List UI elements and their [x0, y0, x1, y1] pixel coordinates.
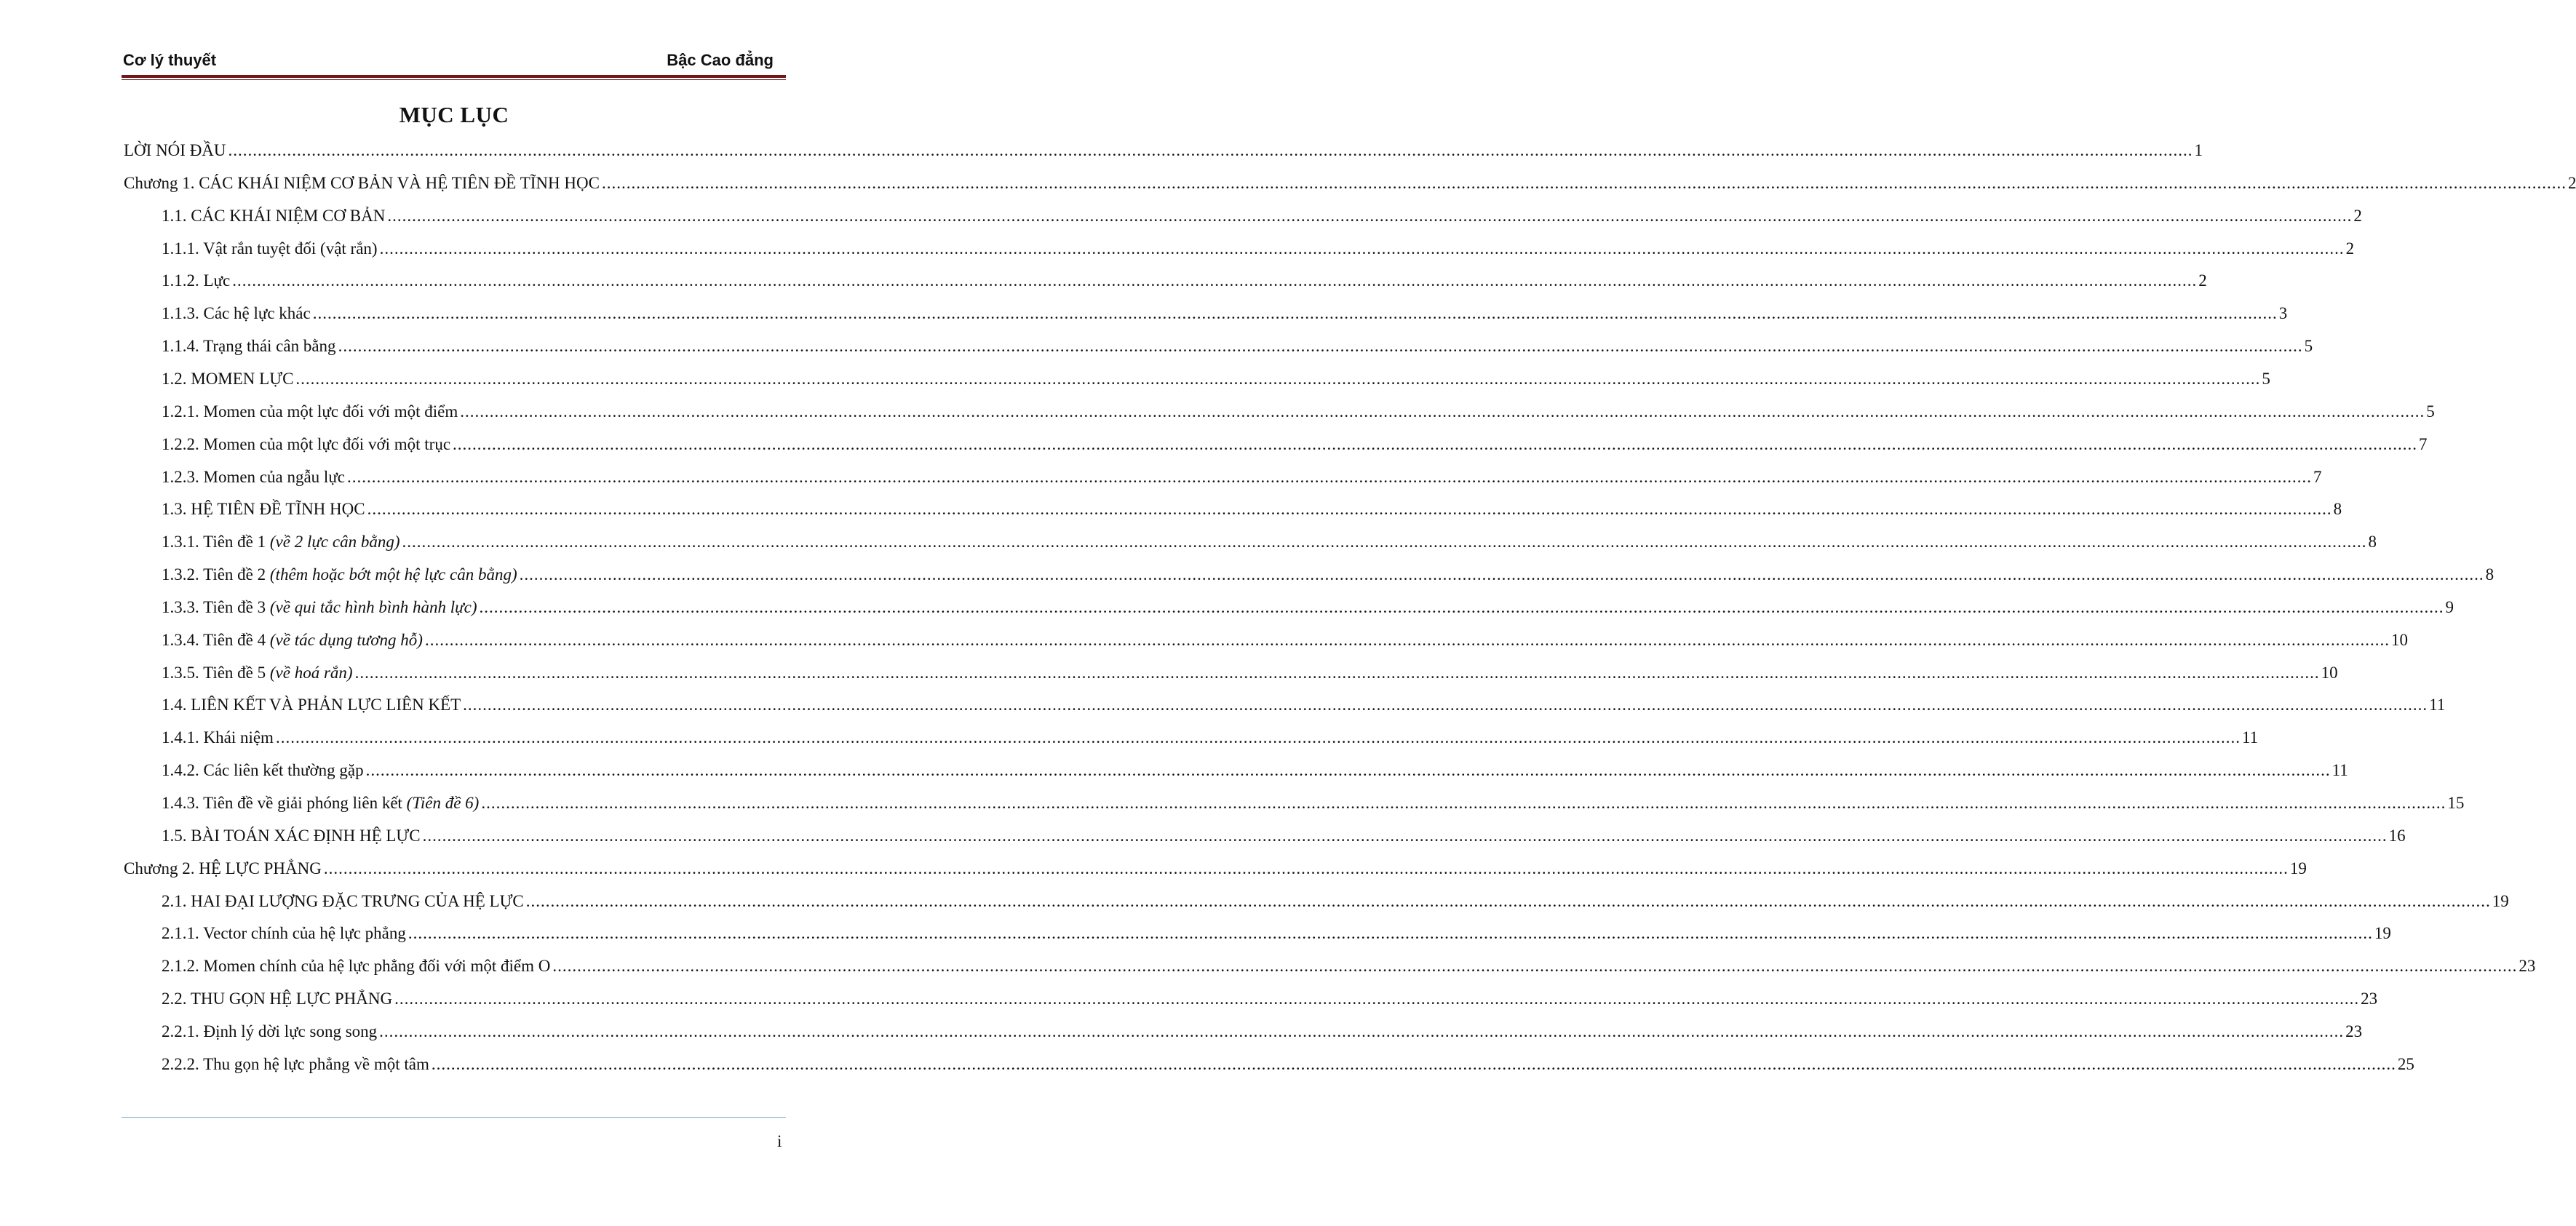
toc-entry-italic-text: (về 2 lực cân bằng) [269, 533, 400, 552]
toc-entry[interactable] [162, 236, 2355, 261]
toc-entry-label [124, 856, 322, 881]
toc-entry[interactable] [162, 1019, 2363, 1044]
toc-leader-dots: ................................................................................................................................................................................................................................................................................................................................................................................................................ [387, 206, 2353, 225]
toc-entry-text: 1.3.2. Tiên đề 2 [162, 565, 270, 584]
toc-entry-page: 19 [2289, 859, 2307, 877]
toc-leader-dots: ................................................................................................................................................................................................................................................................................................................................................................................................................ [463, 696, 2428, 714]
toc-entry-label [162, 987, 392, 1011]
toc-entry-text: 1.4.2. Các liên kết thường gặp [162, 761, 364, 780]
toc-entry-label [162, 824, 421, 848]
toc-leader-dots: ................................................................................................................................................................................................................................................................................................................................................................................................................ [232, 271, 2198, 290]
toc-entry-page: 11 [2241, 728, 2259, 747]
header-rule-thick [122, 75, 786, 78]
toc-entry-label [162, 1019, 377, 1044]
toc-entry-text: 1.2.1. Momen của một lực đối với một điểm [162, 402, 458, 421]
toc-entry-label [162, 791, 479, 816]
toc-entry-label [162, 497, 365, 522]
toc-entry-page: 23 [2361, 990, 2378, 1008]
toc-entry-page: 3 [2278, 304, 2288, 323]
toc-entry[interactable] [162, 204, 2362, 228]
toc-entry-label [162, 758, 364, 783]
toc-entry-text: 1.3.3. Tiên đề 3 [162, 597, 270, 616]
toc-entry-italic-text: (về qui tắc hình bình hành lực) [269, 597, 477, 616]
footer-rule [122, 1117, 786, 1118]
toc-entry-label [124, 138, 226, 163]
toc-entry-page: 11 [2429, 696, 2446, 714]
toc-entry-text: 1.4. LIÊN KẾT VÀ PHẢN LỰC LIÊN KẾT [162, 696, 461, 714]
toc-entry[interactable] [162, 1052, 2414, 1077]
toc-entry[interactable] [162, 758, 2348, 783]
toc-entry-italic-text: (thêm hoặc bớt một hệ lực cân bằng) [269, 565, 517, 584]
toc-entry[interactable] [162, 334, 2313, 359]
toc-entry-label [162, 595, 477, 620]
toc-leader-dots: ................................................................................................................................................................................................................................................................................................................................................................................................................ [275, 728, 2241, 747]
toc-entry-page: 2 [2345, 239, 2355, 258]
toc-entry-label [162, 661, 353, 685]
toc-leader-dots: ................................................................................................................................................................................................................................................................................................................................................................................................................ [479, 597, 2444, 616]
toc-entry[interactable] [162, 530, 2377, 554]
toc-entry-text: 2.2.2. Thu gọn hệ lực phẳng về một tâm [162, 1054, 429, 1073]
toc-entry-page: 5 [2426, 402, 2435, 421]
toc-entry-label [162, 921, 406, 946]
toc-leader-dots: ................................................................................................................................................................................................................................................................................................................................................................................................................ [519, 565, 2484, 584]
toc-leader-dots: ................................................................................................................................................................................................................................................................................................................................................................................................................ [460, 402, 2425, 421]
toc-entry-page: 5 [2262, 369, 2270, 388]
toc-entry-label [162, 693, 461, 717]
toc-entry-label [162, 367, 293, 391]
toc-entry-text: 1.3. HỆ TIÊN ĐỀ TĨNH HỌC [162, 500, 365, 519]
toc-leader-dots: ................................................................................................................................................................................................................................................................................................................................................................................................................ [453, 434, 2418, 453]
toc-entry-label [162, 628, 423, 653]
toc-entry-page: 10 [2321, 663, 2338, 682]
toc-entry-label [162, 399, 458, 424]
toc-leader-dots: ................................................................................................................................................................................................................................................................................................................................................................................................................ [295, 369, 2261, 388]
toc-entry-page: 9 [2445, 597, 2454, 616]
toc-entry-text: Chương 2. HỆ LỰC PHẲNG [124, 859, 322, 877]
toc-entry-text: 1.4.1. Khái niệm [162, 728, 274, 747]
toc-entry-page: 23 [2519, 957, 2536, 976]
toc-entry[interactable] [162, 465, 2322, 490]
toc-entry-label [162, 432, 450, 457]
toc-entry[interactable] [162, 693, 2446, 717]
toc-entry[interactable] [162, 367, 2270, 391]
toc-entry-page: 5 [2304, 337, 2313, 356]
page-number: i [777, 1132, 782, 1150]
toc-entry-text: 1.1. CÁC KHÁI NIỆM CƠ BẢN [162, 206, 386, 225]
toc-entry-label [162, 725, 274, 750]
toc-leader-dots: ................................................................................................................................................................................................................................................................................................................................................................................................................ [481, 794, 2446, 812]
toc-entry-page: 25 [2397, 1054, 2414, 1073]
toc-entry[interactable] [124, 856, 2307, 881]
toc-entry-page: 2 [2567, 173, 2576, 192]
toc-entry-label [162, 889, 524, 914]
header-rule-thin [122, 79, 786, 80]
toc-entry[interactable] [162, 987, 2378, 1011]
toc-leader-dots: ................................................................................................................................................................................................................................................................................................................................................................................................................ [354, 663, 2320, 682]
toc-entry-text: 1.2.2. Momen của một lực đối với một trục [162, 434, 451, 453]
toc-entry[interactable] [162, 301, 2288, 326]
toc-leader-dots: ................................................................................................................................................................................................................................................................................................................................................................................................................ [525, 891, 2491, 910]
toc-entry-text: 1.3.1. Tiên đề 1 [162, 533, 270, 552]
toc-entry[interactable] [162, 661, 2338, 685]
toc-entry[interactable] [162, 628, 2408, 653]
toc-entry[interactable] [124, 171, 2576, 196]
toc-leader-dots: ................................................................................................................................................................................................................................................................................................................................................................................................................ [424, 630, 2390, 649]
toc-entry-text: 1.1.3. Các hệ lực khác [162, 304, 311, 323]
toc-entry-italic-text: (về tác dụng tương hỗ) [269, 630, 423, 649]
toc-entry-text: 1.3.5. Tiên đề 5 [162, 663, 270, 682]
toc-entry-page: 2 [2353, 206, 2362, 225]
toc-entry[interactable] [162, 725, 2259, 750]
toc-entry[interactable] [162, 268, 2207, 293]
toc-entry[interactable] [162, 889, 2509, 914]
toc-entry-page: 8 [2368, 533, 2377, 552]
toc-entry[interactable] [162, 954, 2536, 979]
toc-leader-dots: ................................................................................................................................................................................................................................................................................................................................................................................................................ [394, 990, 2360, 1008]
toc-entry-page: 23 [2345, 1022, 2363, 1040]
toc-entry-text: LỜI NÓI ĐẦU [124, 141, 226, 159]
header-level: Bậc Cao đẳng [667, 51, 774, 69]
toc-entry-label [162, 301, 311, 326]
page-title: MỤC LỤC [399, 102, 509, 127]
toc-entry[interactable] [162, 497, 2342, 522]
toc-entry[interactable] [162, 921, 2391, 946]
toc-entry-page: 8 [2333, 500, 2342, 519]
toc-entry-text: 1.1.4. Trạng thái cân bằng [162, 337, 336, 356]
toc-entry-label [162, 204, 385, 228]
toc-entry-text: 2.1. HAI ĐẠI LƯỢNG ĐẶC TRƯNG CỦA HỆ LỰC [162, 891, 524, 910]
toc-entry-text: 1.1.1. Vật rắn tuyệt đối (vật rắn) [162, 239, 378, 258]
toc-leader-dots: ................................................................................................................................................................................................................................................................................................................................................................................................................ [379, 239, 2345, 258]
toc-entry-text: 2.1.1. Vector chính của hệ lực phẳng [162, 924, 406, 943]
toc-entry-text: 2.2.1. Định lý dời lực song song [162, 1022, 378, 1040]
toc-entry-text: 1.5. BÀI TOÁN XÁC ĐỊNH HỆ LỰC [162, 826, 421, 845]
toc-leader-dots: ................................................................................................................................................................................................................................................................................................................................................................................................................ [408, 924, 2373, 943]
toc-entry-label [162, 1052, 429, 1077]
toc-leader-dots: ................................................................................................................................................................................................................................................................................................................................................................................................................ [365, 761, 2331, 780]
toc-entry-page: 19 [2492, 891, 2509, 910]
toc-entry-text: 1.3.4. Tiên đề 4 [162, 630, 270, 649]
toc-entry-page: 15 [2447, 794, 2465, 812]
toc-entry[interactable] [162, 595, 2454, 620]
toc-leader-dots: ................................................................................................................................................................................................................................................................................................................................................................................................................ [379, 1022, 2345, 1040]
toc-entry[interactable] [162, 562, 2494, 587]
toc-leader-dots: ................................................................................................................................................................................................................................................................................................................................................................................................................ [402, 533, 2367, 552]
toc-leader-dots: ................................................................................................................................................................................................................................................................................................................................................................................................................ [338, 337, 2303, 356]
toc-entry-label [162, 530, 399, 554]
toc-entry[interactable] [162, 824, 2406, 848]
toc-entry-italic-text: (về hoá rắn) [269, 663, 353, 682]
toc-leader-dots: ................................................................................................................................................................................................................................................................................................................................................................................................................ [431, 1054, 2396, 1073]
toc-leader-dots: ................................................................................................................................................................................................................................................................................................................................................................................................................ [552, 957, 2518, 976]
toc-entry-page: 7 [2419, 434, 2428, 453]
toc-entry-label [162, 268, 230, 293]
toc-leader-dots: ................................................................................................................................................................................................................................................................................................................................................................................................................ [323, 859, 2289, 877]
toc-entry-text: 1.4.3. Tiên đề về giải phóng liên kết [162, 794, 407, 812]
toc-entry-page: 11 [2331, 761, 2348, 780]
toc-entry-italic-text: (Tiên đề 6) [406, 794, 480, 812]
toc-entry-text: Chương 1. CÁC KHÁI NIỆM CƠ BẢN VÀ HỆ TIÊN ĐỀ TĨNH HỌC [124, 173, 600, 192]
toc-entry[interactable] [162, 791, 2465, 816]
toc-entry-page: 19 [2374, 924, 2391, 943]
toc-entry-page: 2 [2198, 271, 2207, 290]
toc-entry[interactable] [162, 432, 2428, 457]
toc-entry-text: 1.2.3. Momen của ngẫu lực [162, 467, 345, 486]
toc-entry[interactable] [162, 399, 2435, 424]
toc-entry-page: 16 [2388, 826, 2406, 845]
toc-leader-dots: ................................................................................................................................................................................................................................................................................................................................................................................................................ [601, 173, 2567, 192]
toc-entry-label [162, 236, 378, 261]
toc-leader-dots: ................................................................................................................................................................................................................................................................................................................................................................................................................ [312, 304, 2278, 323]
toc-entry[interactable] [124, 138, 2203, 163]
running-header [122, 51, 785, 74]
toc-leader-dots: ................................................................................................................................................................................................................................................................................................................................................................................................................ [367, 500, 2332, 519]
toc-entry-text: 2.2. THU GỌN HỆ LỰC PHẲNG [162, 990, 393, 1008]
toc-entry-text: 1.1.2. Lực [162, 271, 231, 290]
toc-entry-label [124, 171, 600, 196]
toc-entry-page: 8 [2485, 565, 2494, 584]
toc-entry-label [162, 562, 517, 587]
toc-leader-dots: ................................................................................................................................................................................................................................................................................................................................................................................................................ [228, 141, 2193, 159]
toc-entry-page: 10 [2390, 630, 2408, 649]
header-course-title: Cơ lý thuyết [123, 51, 217, 69]
toc-entry-page: 1 [2194, 141, 2203, 159]
toc-entry-page: 7 [2313, 467, 2322, 486]
toc-leader-dots: ................................................................................................................................................................................................................................................................................................................................................................................................................ [422, 826, 2388, 845]
toc-entry-text: 2.1.2. Momen chính của hệ lực phẳng đối với một điểm O [162, 957, 551, 976]
toc-entry-label [162, 954, 550, 979]
toc-entry-label [162, 334, 336, 359]
toc-leader-dots: ................................................................................................................................................................................................................................................................................................................................................................................................................ [347, 467, 2312, 486]
toc-entry-text: 1.2. MOMEN LỰC [162, 369, 294, 388]
toc-entry-label [162, 465, 345, 490]
